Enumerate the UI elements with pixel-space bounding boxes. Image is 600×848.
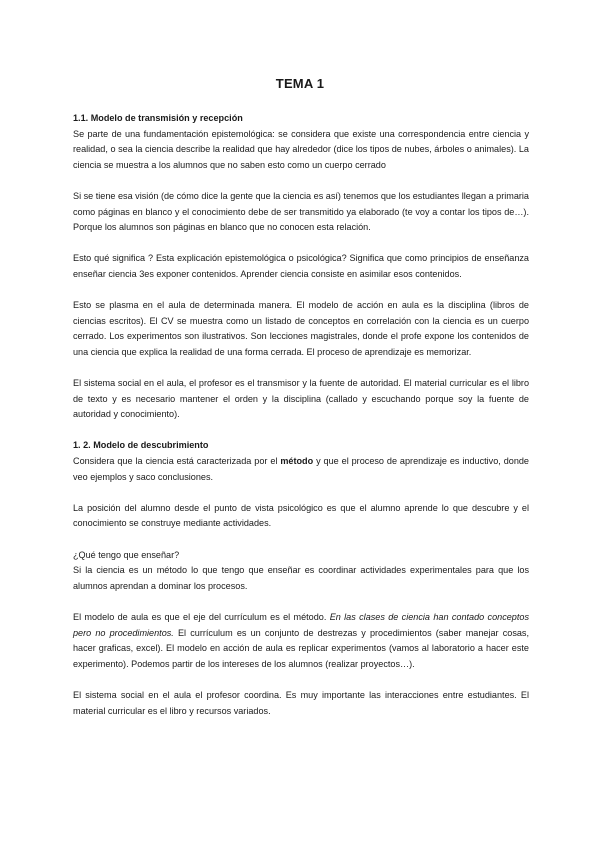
- page-title: TEMA 1: [275, 76, 325, 91]
- paragraph: Se parte de una fundamentación epistemológica: se considera que existe una correspondencia entre ciencia y realidad, o sea la ciencia describe la realidad que hay alrededor (dice los tipos de nubes, árboles o animales). La ciencia se muestra a los alumnos que no saben esto como un cuerpo cerrado: [73, 128, 529, 170]
- question-heading: ¿Qué tengo que enseñar?: [73, 549, 180, 560]
- paragraph: [73, 454, 529, 485]
- document-body: [73, 111, 529, 719]
- bold-term-metodo: método: [280, 456, 314, 467]
- paragraph: [73, 610, 529, 672]
- text-run: El currículum es un conjunto de destrezas y procedimientos (saber manejar cosas, hacer graficas, excel). El modelo en acción de aula es replicar experimentos (vamos al laboratorio a hacer este experimento). Podemos partir de los intereses de los alumnos (realizar proyectos…).: [73, 627, 529, 669]
- text-run: Considera que la ciencia está caracterizada por el: [73, 456, 281, 467]
- paragraph: Esto qué significa ? Esta explicación epistemológica o psicológica? Significa que como principios de enseñanza enseñar ciencia 3es exponer contenidos. Aprender ciencia consiste en asimilar esos contenidos.: [73, 253, 529, 279]
- text-run: El modelo de aula es que el eje del currículum es el método.: [73, 612, 330, 622]
- paragraph: Esto se plasma en el aula de determinada manera. El modelo de acción en aula es la disciplina (libros de ciencias escritos). El CV se muestra como un listado de conceptos en correlación con la ciencia es un cuerpo cerrado. Los experimentos son ilustrativos. Son lecciones magistrales, donde el profe expone los contenidos de una ciencia que explica la realidad de una forma cerrada. El proceso de aprendizaje es memorizar.: [73, 300, 529, 357]
- paragraph: Si la ciencia es un método lo que tengo que enseñar es coordinar actividades experimentales para que los alumnos aprendan a dominar los procesos.: [73, 565, 529, 591]
- paragraph: El sistema social en el aula, el profesor es el transmisor y la fuente de autoridad. El material curricular es el libro de texto y es necesario mantener el orden y la disciplina (callado y escuchando porque soy la fuente de autoridad y conocimiento).: [73, 378, 529, 420]
- section-heading-descubrimiento: 1. 2. Modelo de descubrimiento: [73, 440, 209, 451]
- section-heading-transmision: 1.1. Modelo de transmisión y recepción: [73, 113, 243, 123]
- paragraph: Si se tiene esa visión (de cómo dice la gente que la ciencia es así) tenemos que los estudiantes llegan a primaria como páginas en blanco y el conocimiento debe de ser transmitido ya elaborado (te voy a contar los tipos de…). Porque los alumnos son páginas en blanco que no conocen esta relación.: [73, 190, 529, 233]
- paragraph: La posición del alumno desde el punto de vista psicológico es que el alumno aprende lo que descubre y el conocimiento se construye mediante actividades.: [73, 502, 529, 529]
- paragraph: El sistema social en el aula el profesor coordina. Es muy importante las interacciones entre estudiantes. El material curricular es el libro y recursos variados.: [73, 689, 529, 716]
- text-run: y que el proceso de aprendizaje es inductivo, donde veo ejemplos y saco conclusiones.: [73, 456, 529, 482]
- italic-note: En las clases de ciencia han contado conceptos pero no procedimientos.: [73, 612, 529, 638]
